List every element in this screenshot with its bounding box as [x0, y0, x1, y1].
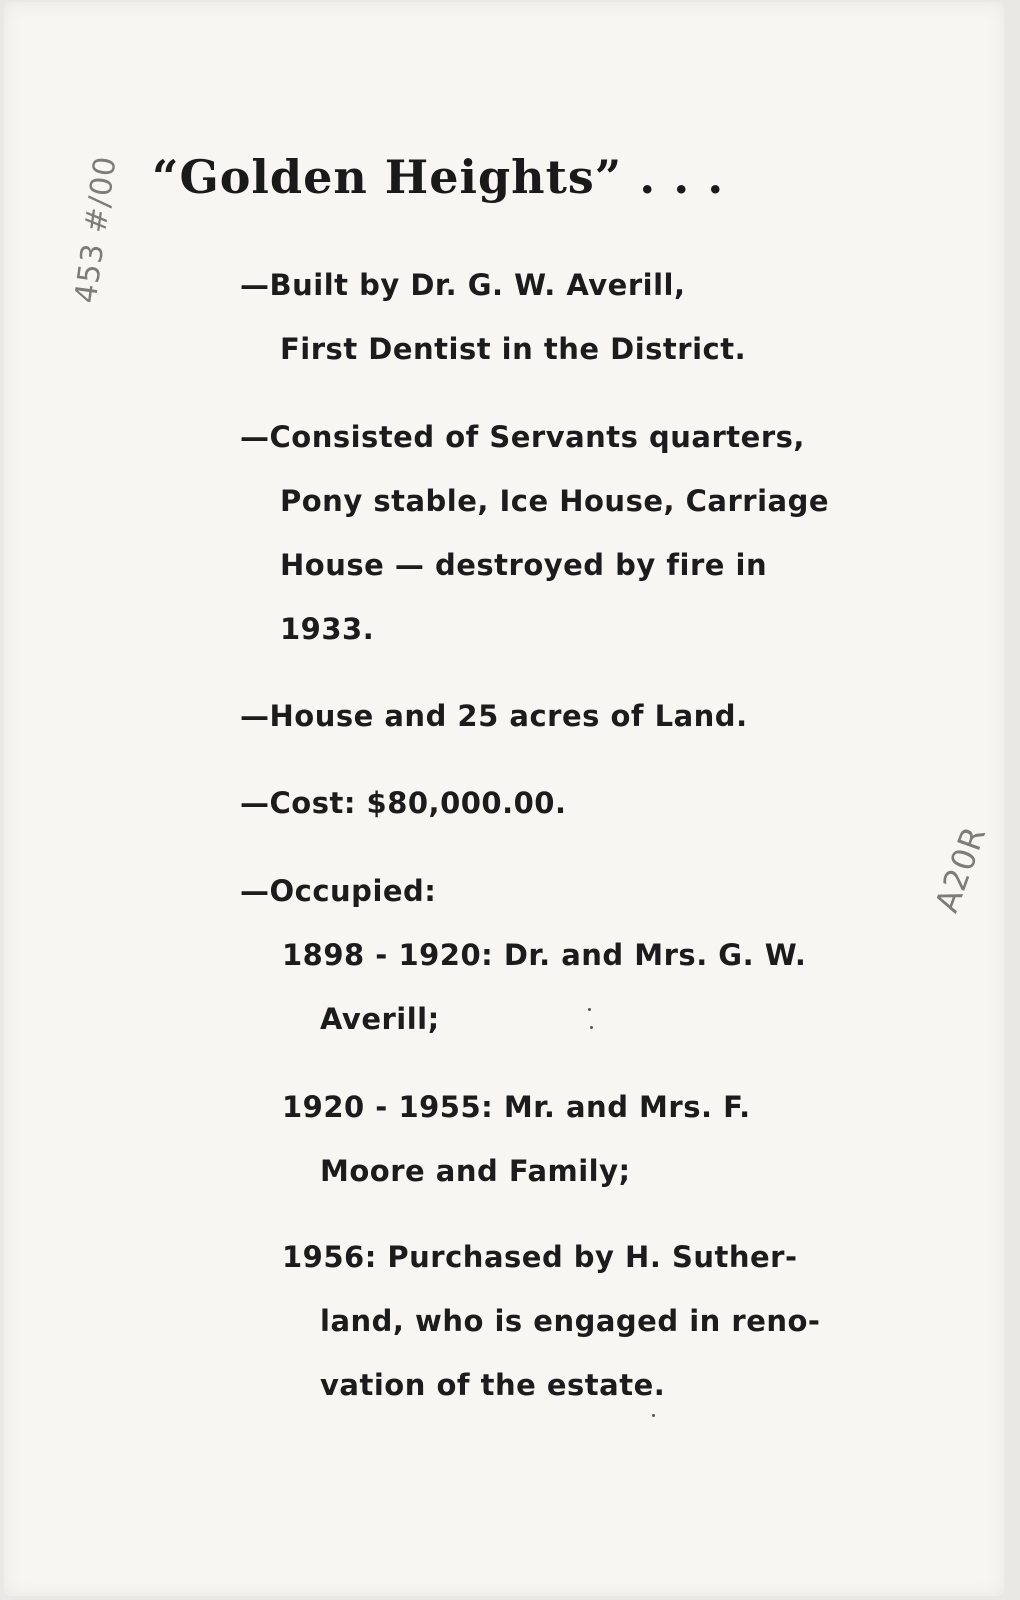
occupant-period-1-line-2: Averill;: [320, 1002, 440, 1036]
built-line-1: —Built by Dr. G. W. Averill,: [240, 268, 686, 302]
ink-speck: [590, 1026, 593, 1029]
postcard-back: [4, 2, 1004, 1596]
handwritten-price-note: 453 #/00: [68, 153, 124, 306]
house-land-line: —House and 25 acres of Land.: [240, 699, 748, 733]
ink-speck: [652, 1414, 655, 1417]
occupant-period-3-line-1: 1956: Purchased by H. Suther-: [282, 1240, 798, 1274]
ink-speck: [588, 1008, 591, 1011]
cost-line: —Cost: $80,000.00.: [240, 786, 567, 820]
occupant-period-1-line-1: 1898 - 1920: Dr. and Mrs. G. W.: [282, 938, 807, 972]
occupied-heading: —Occupied:: [240, 874, 437, 908]
consisted-line-3: House — destroyed by fire in: [280, 548, 768, 582]
card-title: “Golden Heights” . . .: [152, 150, 725, 204]
consisted-line-4: 1933.: [280, 612, 375, 646]
handwritten-code-note: A20R: [927, 820, 994, 918]
consisted-line-1: —Consisted of Servants quarters,: [240, 420, 805, 454]
consisted-line-2: Pony stable, Ice House, Carriage: [280, 484, 830, 518]
built-line-2: First Dentist in the District.: [280, 332, 747, 366]
occupant-period-2-line-1: 1920 - 1955: Mr. and Mrs. F.: [282, 1090, 751, 1124]
occupant-period-3-line-2: land, who is engaged in reno-: [320, 1304, 821, 1338]
occupant-period-3-line-3: vation of the estate.: [320, 1368, 666, 1402]
occupant-period-2-line-2: Moore and Family;: [320, 1154, 631, 1188]
